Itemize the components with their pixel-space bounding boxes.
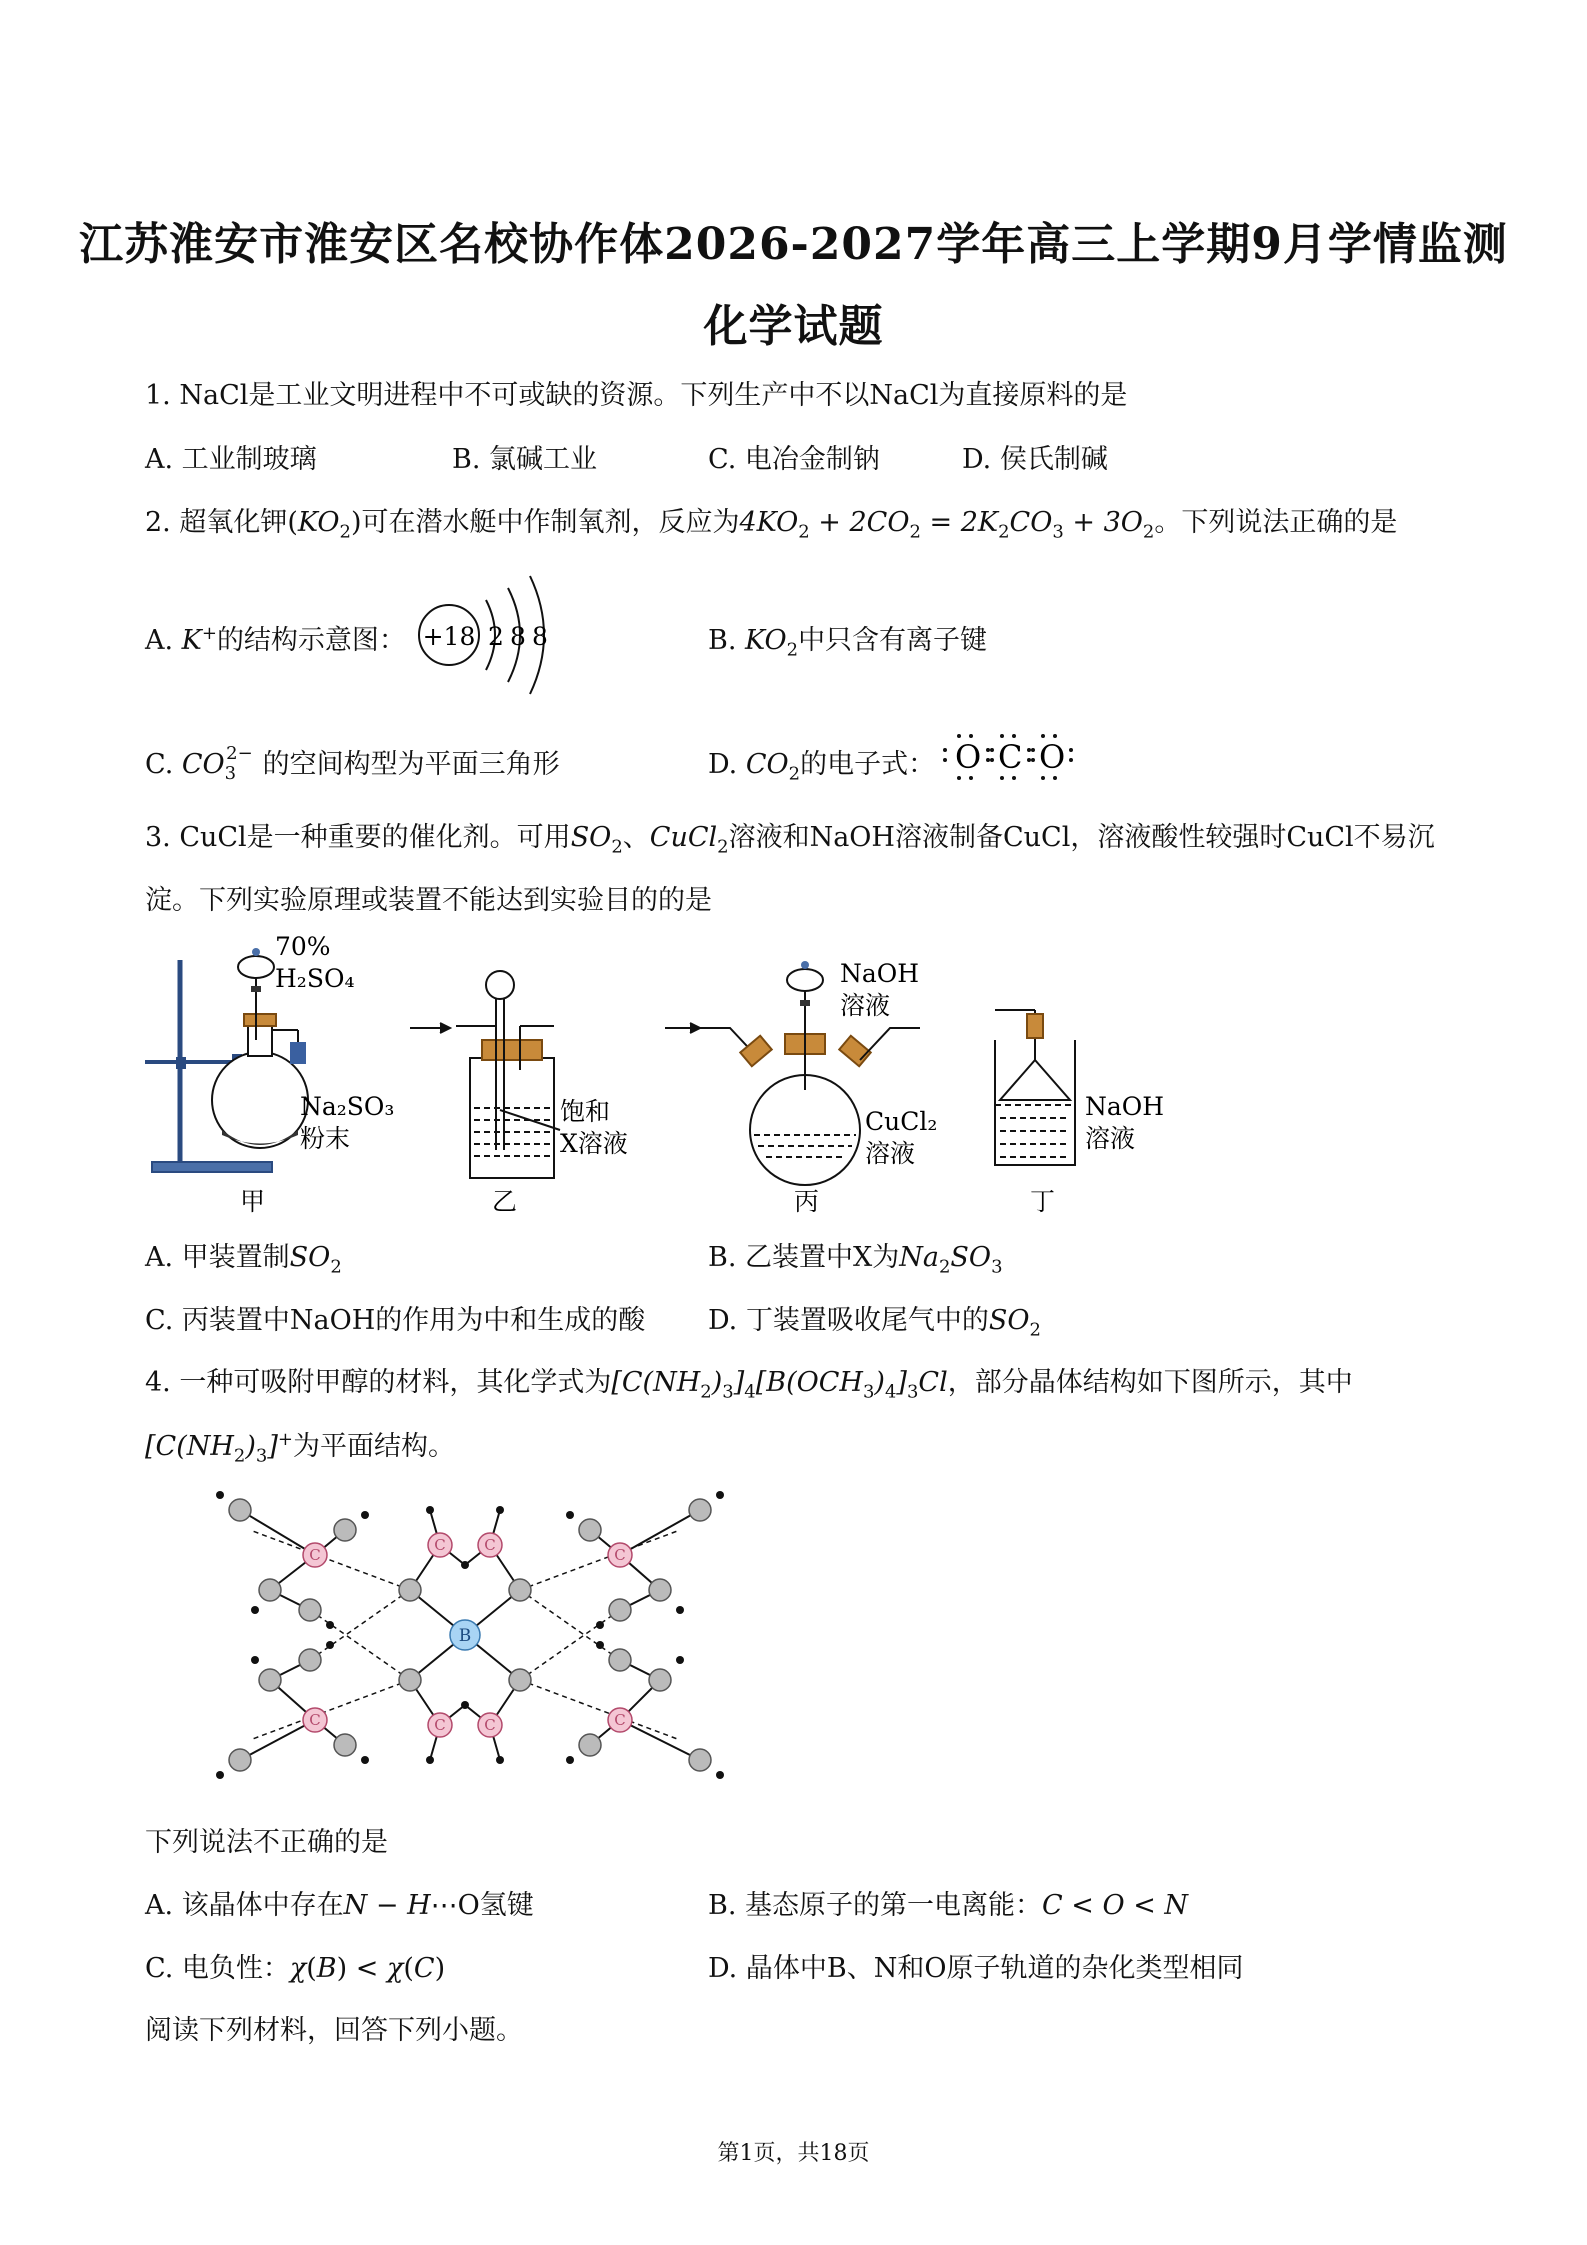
bing-naoh-label-2: 溶液 [840, 991, 891, 1020]
q1-option-d: D. 侯氏制碱 [962, 444, 1108, 475]
q2-stem: 2. 超氧化钾$(KO_2)$可在潜水艇中作制氧剂，反应为$4KO_2 + 2CO_2 = 2K_2CO_3 + 3O_2$。下列说法正确的是 [145, 507, 1398, 543]
exam-subtitle: 化学试题 [703, 301, 884, 352]
atom-c-label: C [434, 1716, 446, 1734]
bing-cucl2-label: CuCl₂ [865, 1107, 938, 1136]
q4-question: 下列说法不正确的是 [145, 1827, 388, 1858]
apparatus-ding [995, 1010, 1075, 1165]
svg-text:O: O [955, 738, 982, 776]
atom-c-label: C [309, 1546, 321, 1564]
q3-option-c: C. 丙装置中NaOH的作用为中和生成的酸 [145, 1305, 646, 1336]
shell-2-count: 8 [510, 622, 526, 651]
q4-option-d: D. 晶体中B、N和O原子轨道的杂化类型相同 [708, 1953, 1244, 1984]
q4-option-c: C. 电负性：χ(B) < χ(C) [145, 1953, 446, 1984]
jia-caption: 甲 [240, 1187, 266, 1216]
yi-caption: 乙 [492, 1187, 518, 1216]
atom-b-label: B [458, 1626, 472, 1646]
yi-solution-label-2: X溶液 [560, 1129, 628, 1158]
bing-cucl2-label-2: 溶液 [865, 1139, 916, 1168]
q4-option-b: B. 基态原子的第一电离能：C < O < N [708, 1890, 1189, 1921]
atom-c-label: C [484, 1536, 496, 1554]
k-ion-structure-diagram [412, 570, 562, 700]
jia-acid-percent: 70% [275, 932, 331, 961]
atom-c-label: C [484, 1716, 496, 1734]
jia-solid-label-2: 粉末 [300, 1124, 351, 1153]
page-footer: 第1页，共18页 [717, 2141, 870, 2166]
q3-option-a: A. 甲装置制$SO_2$ [145, 1242, 342, 1278]
q1-stem: 1. NaCl是工业文明进程中不可或缺的资源。下列生产中不以NaCl为直接原料的是 [145, 380, 1128, 411]
atom-c-label: C [614, 1546, 626, 1564]
atom-c-label: C [614, 1711, 626, 1729]
bing-caption: 丙 [794, 1187, 820, 1216]
exam-title: 江苏淮安市淮安区名校协作体2026-2027学年高三上学期9月学情监测 [79, 219, 1508, 270]
ding-caption: 丁 [1030, 1187, 1056, 1216]
shell-3-count: 8 [532, 622, 548, 651]
q4-stem-line2: $[C(NH_2)_3]^+$为平面结构。 [145, 1429, 455, 1467]
q3-stem-line1: 3. CuCl是一种重要的催化剂。可用$SO_2$、CuCl$_2$溶液和NaOH溶液制备CuCl，溶液酸性较强时CuCl不易沉 [145, 822, 1435, 858]
q2-option-d: D. $CO_2$的电子式： [708, 749, 936, 785]
q3-option-d: D. 丁装置吸收尾气中的$SO_2$ [708, 1305, 1041, 1341]
q2-option-a: A. K+的结构示意图： [145, 623, 406, 656]
q3-stem-line2: 淀。下列实验原理或装置不能达到实验目的的是 [145, 885, 712, 916]
q1-option-a: A. 工业制玻璃 [145, 444, 317, 475]
svg-text:O: O [1039, 738, 1066, 776]
jia-acid-label: H₂SO₄ [275, 964, 355, 993]
co2-electron-formula [935, 728, 1085, 784]
q4-option-a: A. 该晶体中存在N − H⋯O氢键 [145, 1890, 534, 1921]
nucleus-charge: +18 [422, 622, 476, 651]
shell-1-count: 2 [488, 622, 504, 651]
q3-apparatus-figure [140, 930, 1180, 1220]
q2-option-c: C. $CO_3^{2-}$ 的空间构型为平面三角形 [145, 743, 560, 785]
q4-crystal-structure-figure [140, 1470, 800, 1810]
reading-instruction: 阅读下列材料，回答下列小题。 [145, 2015, 523, 2046]
q1-option-b: B. 氯碱工业 [452, 444, 598, 475]
jia-solid-label: Na₂SO₃ [300, 1092, 395, 1121]
svg-text:C: C [998, 738, 1023, 776]
yi-solution-label: 饱和 [560, 1097, 611, 1126]
atom-c-label: C [434, 1536, 446, 1554]
ding-naoh-label: NaOH [1085, 1092, 1165, 1121]
atom-c-label: C [309, 1711, 321, 1729]
q1-option-c: C. 电冶金制钠 [708, 444, 880, 475]
bing-naoh-label: NaOH [840, 959, 920, 988]
apparatus-yi [410, 971, 560, 1178]
q3-option-b: B. 乙装置中X为$Na_2SO_3$ [708, 1242, 1003, 1278]
q4-stem-line1: 4. 一种可吸附甲醇的材料，其化学式为$[C(NH_2)_3]_4[B(OCH_3)_4]_3Cl$，部分晶体结构如下图所示，其中 [145, 1367, 1353, 1403]
q2-option-b: B. $KO_2$中只含有离子键 [708, 625, 988, 661]
ding-naoh-label-2: 溶液 [1085, 1124, 1136, 1153]
